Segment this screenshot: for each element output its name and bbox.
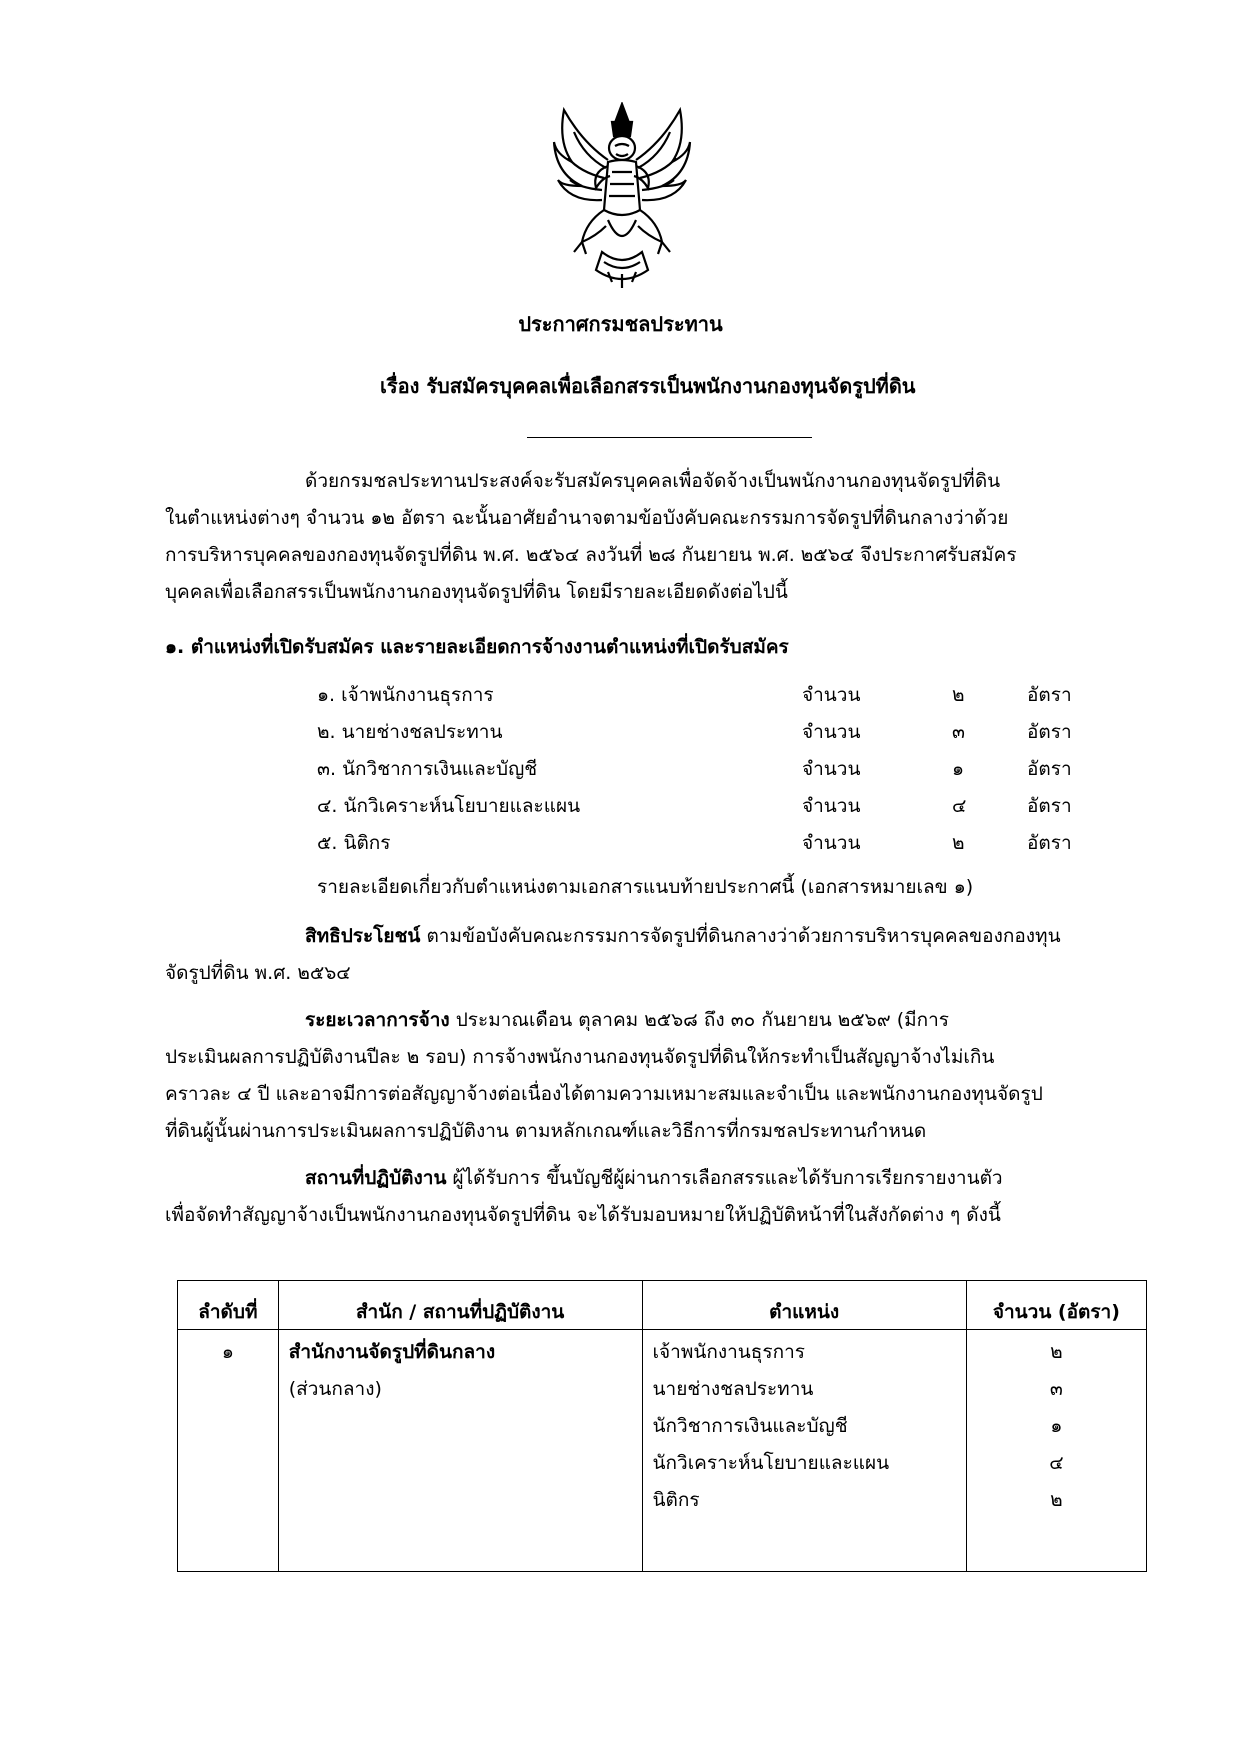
table-count: ๔ bbox=[1049, 1452, 1064, 1474]
position-name: ๒. นายช่างชลประทาน bbox=[317, 721, 503, 743]
unit-label: อัตรา bbox=[1027, 832, 1072, 854]
table-position: นายช่างชลประทาน bbox=[652, 1378, 814, 1400]
divider bbox=[527, 437, 812, 438]
table-count: ๓ bbox=[1049, 1378, 1063, 1400]
count-label: จำนวน bbox=[802, 721, 861, 743]
row-number: ๑ bbox=[221, 1341, 234, 1363]
count-label: จำนวน bbox=[802, 684, 861, 706]
office-sub: (ส่วนกลาง) bbox=[288, 1378, 382, 1400]
header-position: ตำแหน่ง bbox=[642, 1281, 966, 1330]
intro-line-4: บุคคลเพื่อเลือกสรรเป็นพนักงานกองทุนจัดรูปที่ดิน โดยมีรายละเอียดดังต่อไปนี้ bbox=[165, 581, 788, 603]
unit-label: อัตรา bbox=[1027, 721, 1072, 743]
benefits-paragraph bbox=[165, 918, 1140, 992]
table-position: นักวิชาการเงินและบัญชี bbox=[652, 1415, 848, 1437]
section-1-heading: ๑. ตำแหน่งที่เปิดรับสมัคร และรายละเอียดการจ้างงานตำแหน่งที่เปิดรับสมัคร bbox=[165, 636, 789, 658]
position-row bbox=[317, 754, 1097, 791]
position-row bbox=[317, 680, 1097, 717]
position-count: ๔ bbox=[952, 795, 967, 817]
detail-note: รายละเอียดเกี่ยวกับตำแหน่งตามเอกสารแนบท้ายประกาศนี้ (เอกสารหมายเลข ๑) bbox=[317, 876, 974, 898]
position-count: ๑ bbox=[952, 758, 965, 780]
count-label: จำนวน bbox=[802, 832, 861, 854]
position-list bbox=[317, 680, 1097, 865]
table-count: ๒ bbox=[1050, 1341, 1063, 1363]
header-count: จำนวน (อัตรา) bbox=[966, 1281, 1146, 1330]
intro-paragraph bbox=[165, 463, 1137, 611]
unit-label: อัตรา bbox=[1027, 758, 1072, 780]
intro-line-2: ในตำแหน่งต่างๆ จำนวน ๑๒ อัตรา ฉะนั้นอาศัยอำนาจตามข้อบังคับคณะกรรมการจัดรูปที่ดินกลางว่าด้วย bbox=[165, 507, 1009, 529]
intro-line-3: การบริหารบุคคลของกองทุนจัดรูปที่ดิน พ.ศ. ๒๕๖๔ ลงวันที่ ๒๘ กันยายน พ.ศ. ๒๕๖๔ จึงประกาศรับสมัคร bbox=[165, 544, 1017, 566]
employment-period-line-1: ประมาณเดือน ตุลาคม ๒๕๖๘ ถึง ๓๐ กันยายน ๒๕๖๙ (มีการ bbox=[449, 1009, 950, 1031]
unit-label: อัตรา bbox=[1027, 795, 1072, 817]
position-count: ๓ bbox=[952, 721, 965, 743]
table-row bbox=[178, 1330, 1147, 1572]
position-name: ๔. นักวิเคราะห์นโยบายและแผน bbox=[317, 795, 581, 817]
position-count: ๒ bbox=[952, 832, 965, 854]
benefits-line-2: จัดรูปที่ดิน พ.ศ. ๒๕๖๔ bbox=[165, 962, 351, 984]
position-row bbox=[317, 791, 1097, 828]
employment-period-line-3: คราวละ ๔ ปี และอาจมีการต่อสัญญาจ้างต่อเนื่องได้ตามความเหมาะสมและจำเป็น และพนักงานกองทุนจัดรูป bbox=[165, 1083, 1043, 1105]
garuda-emblem-icon bbox=[552, 102, 692, 292]
employment-period-label: ระยะเวลาการจ้าง bbox=[305, 1009, 450, 1031]
workplace-table bbox=[177, 1280, 1147, 1572]
workplace-label: สถานที่ปฏิบัติงาน bbox=[305, 1167, 447, 1189]
position-count: ๒ bbox=[952, 684, 965, 706]
announcement-title: ประกาศกรมชลประทาน bbox=[518, 312, 723, 336]
table-position: นักวิเคราะห์นโยบายและแผน bbox=[652, 1452, 890, 1474]
position-name: ๑. เจ้าพนักงานธุรการ bbox=[317, 684, 494, 706]
header-office: สำนัก / สถานที่ปฏิบัติงาน bbox=[278, 1281, 642, 1330]
table-position: เจ้าพนักงานธุรการ bbox=[652, 1341, 805, 1363]
position-name: ๕. นิติกร bbox=[317, 832, 391, 854]
workplace-paragraph bbox=[165, 1160, 1140, 1234]
employment-period-line-2: ประเมินผลการปฏิบัติงานปีละ ๒ รอบ) การจ้างพนักงานกองทุนจัดรูปที่ดินให้กระทำเป็นสัญญาจ้างไม่เกิน bbox=[165, 1046, 995, 1068]
unit-label: อัตรา bbox=[1027, 684, 1072, 706]
count-label: จำนวน bbox=[802, 795, 861, 817]
table-count: ๒ bbox=[1050, 1489, 1063, 1511]
header-no: ลำดับที่ bbox=[178, 1281, 279, 1330]
position-name: ๓. นักวิชาการเงินและบัญชี bbox=[317, 758, 538, 780]
employment-period-line-4: ที่ดินผู้นั้นผ่านการประเมินผลการปฏิบัติงาน ตามหลักเกณฑ์และวิธีการที่กรมชลประทานกำหนด bbox=[165, 1120, 927, 1142]
workplace-line-2: เพื่อจัดทำสัญญาจ้างเป็นพนักงานกองทุนจัดรูปที่ดิน จะได้รับมอบหมายให้ปฏิบัติหน้าที่ในสังกัดต่าง ๆ ดังนี้ bbox=[165, 1204, 1001, 1226]
position-row bbox=[317, 717, 1097, 754]
position-row bbox=[317, 828, 1097, 865]
benefits-label: สิทธิประโยชน์ bbox=[305, 925, 421, 947]
intro-line-1: ด้วยกรมชลประทานประสงค์จะรับสมัครบุคคลเพื่อจัดจ้างเป็นพนักงานกองทุนจัดรูปที่ดิน bbox=[305, 470, 1001, 492]
table-header-row bbox=[178, 1281, 1147, 1330]
employment-period-paragraph bbox=[165, 1002, 1140, 1150]
benefits-line-1: ตามข้อบังคับคณะกรรมการจัดรูปที่ดินกลางว่าด้วยการบริหารบุคคลของกองทุน bbox=[420, 925, 1061, 947]
table-count: ๑ bbox=[1050, 1415, 1063, 1437]
table-position: นิติกร bbox=[652, 1489, 700, 1511]
announcement-subject: เรื่อง รับสมัครบุคคลเพื่อเลือกสรรเป็นพนักงานกองทุนจัดรูปที่ดิน bbox=[380, 374, 916, 398]
count-label: จำนวน bbox=[802, 758, 861, 780]
workplace-line-1: ผู้ได้รับการ ขึ้นบัญชีผู้ผ่านการเลือกสรรและได้รับการเรียกรายงานตัว bbox=[446, 1167, 1003, 1189]
office-name: สำนักงานจัดรูปที่ดินกลาง bbox=[288, 1341, 496, 1363]
